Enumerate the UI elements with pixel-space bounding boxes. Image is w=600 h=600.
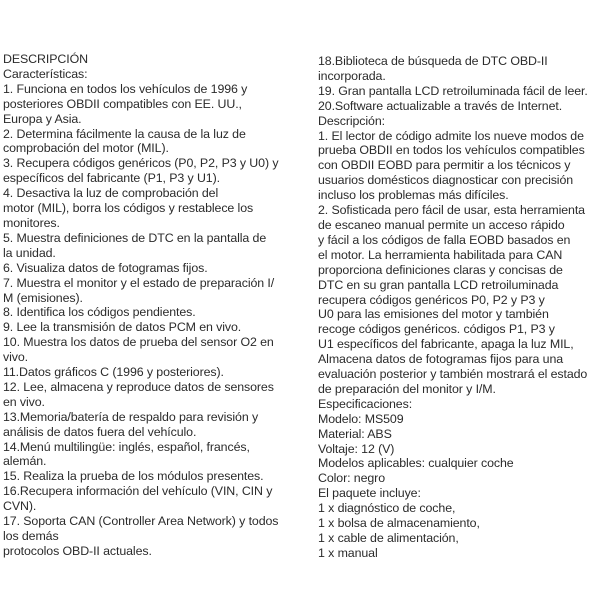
specifications-heading: Especificaciones:: [318, 396, 413, 411]
text-line: y fácil a los códigos de falla EOBD basados en: [318, 232, 571, 247]
text-line: análisis de datos fuera del vehículo.: [3, 424, 197, 439]
spec-color: Color: negro: [318, 471, 385, 486]
description-heading: Descripción:: [318, 113, 385, 128]
text-line: U0 para las emisiones del motor y también: [318, 307, 549, 322]
features-heading: Características:: [3, 66, 88, 81]
text-line: 17. Soporta CAN (Controller Area Network) y todos: [3, 514, 279, 529]
text-line: de escaneo manual permite un acceso rápido: [318, 217, 565, 232]
text-line: 5. Muestra definiciones de DTC en la pantalla de: [3, 230, 267, 245]
spec-material: Material: ABS: [318, 426, 392, 441]
text-line: posteriores OBDII compatibles con EE. UU.,: [3, 96, 242, 111]
spec-model: Modelo: MS509: [318, 411, 404, 426]
text-line: 16.Recupera información del vehículo (VIN, CIN y: [3, 484, 273, 499]
text-line: 10. Muestra los datos de prueba del sensor O2 en: [3, 335, 274, 350]
text-line: recupera códigos genéricos P0, P2 y P3 y: [318, 292, 545, 307]
text-line: de preparación del monitor y I/M.: [318, 381, 496, 396]
text-line: usuarios domésticos diagnosticar con precisión: [318, 173, 574, 188]
text-line: específicos del fabricante (P1, P3 y U1).: [3, 171, 220, 186]
text-line: 3. Recupera códigos genéricos (P0, P2, P3 y U0) y: [3, 156, 279, 171]
left-text-column: [3, 52, 299, 559]
text-line: 15. Realiza la prueba de los módulos presentes.: [3, 469, 264, 484]
text-line: 9. Lee la transmisión de datos PCM en vivo.: [3, 320, 242, 335]
spec-voltage: Voltaje: 12 (V): [318, 441, 395, 456]
text-line: en vivo.: [3, 394, 45, 409]
text-line: 20.Software actualizable a través de Internet.: [318, 98, 563, 113]
text-line: incluso los problemas más difíciles.: [318, 188, 509, 203]
text-line: U1 específicos del fabricante, apaga la luz MIL,: [318, 337, 574, 352]
text-line: 12. Lee, almacena y reproduce datos de sensores: [3, 379, 274, 394]
text-line: 4. Desactiva la luz de comprobación del: [3, 186, 219, 201]
text-line: recoge códigos genéricos. códigos P1, P3 y: [318, 322, 555, 337]
text-line: prueba OBDII en todos los vehículos compatibles: [318, 143, 585, 158]
text-line: 1. Funciona en todos los vehículos de 1996 y: [3, 81, 248, 96]
text-line: incorporada.: [318, 68, 386, 83]
text-line: 14.Menú multilingüe: inglés, español, francés,: [3, 439, 250, 454]
section-heading: DESCRIPCIÓN: [3, 52, 88, 66]
package-heading: El paquete incluye:: [318, 486, 421, 501]
text-line: CVN).: [3, 499, 37, 514]
text-line: DTC en su gran pantalla LCD retroiluminada: [318, 277, 559, 292]
text-line: protocolos OBD-II actuales.: [3, 543, 152, 558]
text-line: motor (MIL), borra los códigos y restablece los: [3, 201, 254, 216]
text-line: Europa y Asia.: [3, 111, 82, 126]
text-line: proporciona definiciones claras y concisas de: [318, 262, 563, 277]
text-line: 11.Datos gráficos C (1996 y posteriores).: [3, 365, 224, 380]
text-line: 8. Identifica los códigos pendientes.: [3, 305, 196, 320]
package-item: 1 x cable de alimentación,: [318, 531, 459, 545]
text-line: vivo.: [3, 350, 28, 365]
package-item: 1 x diagnóstico de coche,: [318, 501, 456, 516]
package-item: 1 x bolsa de almacenamiento,: [318, 516, 480, 531]
text-line: 2. Sofisticada pero fácil de usar, esta herramienta: [318, 203, 585, 218]
text-line: 1. El lector de código admite los nueve modos de: [318, 128, 584, 143]
text-line: M (emisiones).: [3, 290, 83, 305]
text-line: 2. Determina fácilmente la causa de la luz de: [3, 126, 246, 141]
text-line: alemán.: [3, 454, 47, 469]
text-line: 13.Memoria/batería de respaldo para revisión y: [3, 409, 259, 424]
text-line: Almacena datos de fotogramas fijos para una: [318, 352, 564, 367]
text-line: evaluación posterior y también mostrará el estado: [318, 367, 588, 382]
text-line: comprobación del motor (MIL).: [3, 141, 169, 156]
text-line: 19. Gran pantalla LCD retroiluminada fácil de leer.: [318, 83, 588, 98]
right-text-column: [318, 54, 598, 561]
package-item: 1 x manual: [318, 545, 378, 560]
text-line: la unidad.: [3, 245, 56, 260]
text-line: los demás: [3, 529, 59, 543]
spec-applicable-models: Modelos aplicables: cualquier coche: [318, 456, 514, 471]
text-line: 6. Visualiza datos de fotogramas fijos.: [3, 260, 208, 275]
text-line: el motor. La herramienta habilitada para CAN: [318, 247, 563, 262]
text-line: 18.Biblioteca de búsqueda de DTC OBD-II: [318, 54, 548, 68]
text-line: monitores.: [3, 215, 60, 230]
text-line: con OBDII EOBD para permitir a los técnicos y: [318, 158, 571, 173]
text-line: 7. Muestra el monitor y el estado de preparación I/: [3, 275, 275, 290]
